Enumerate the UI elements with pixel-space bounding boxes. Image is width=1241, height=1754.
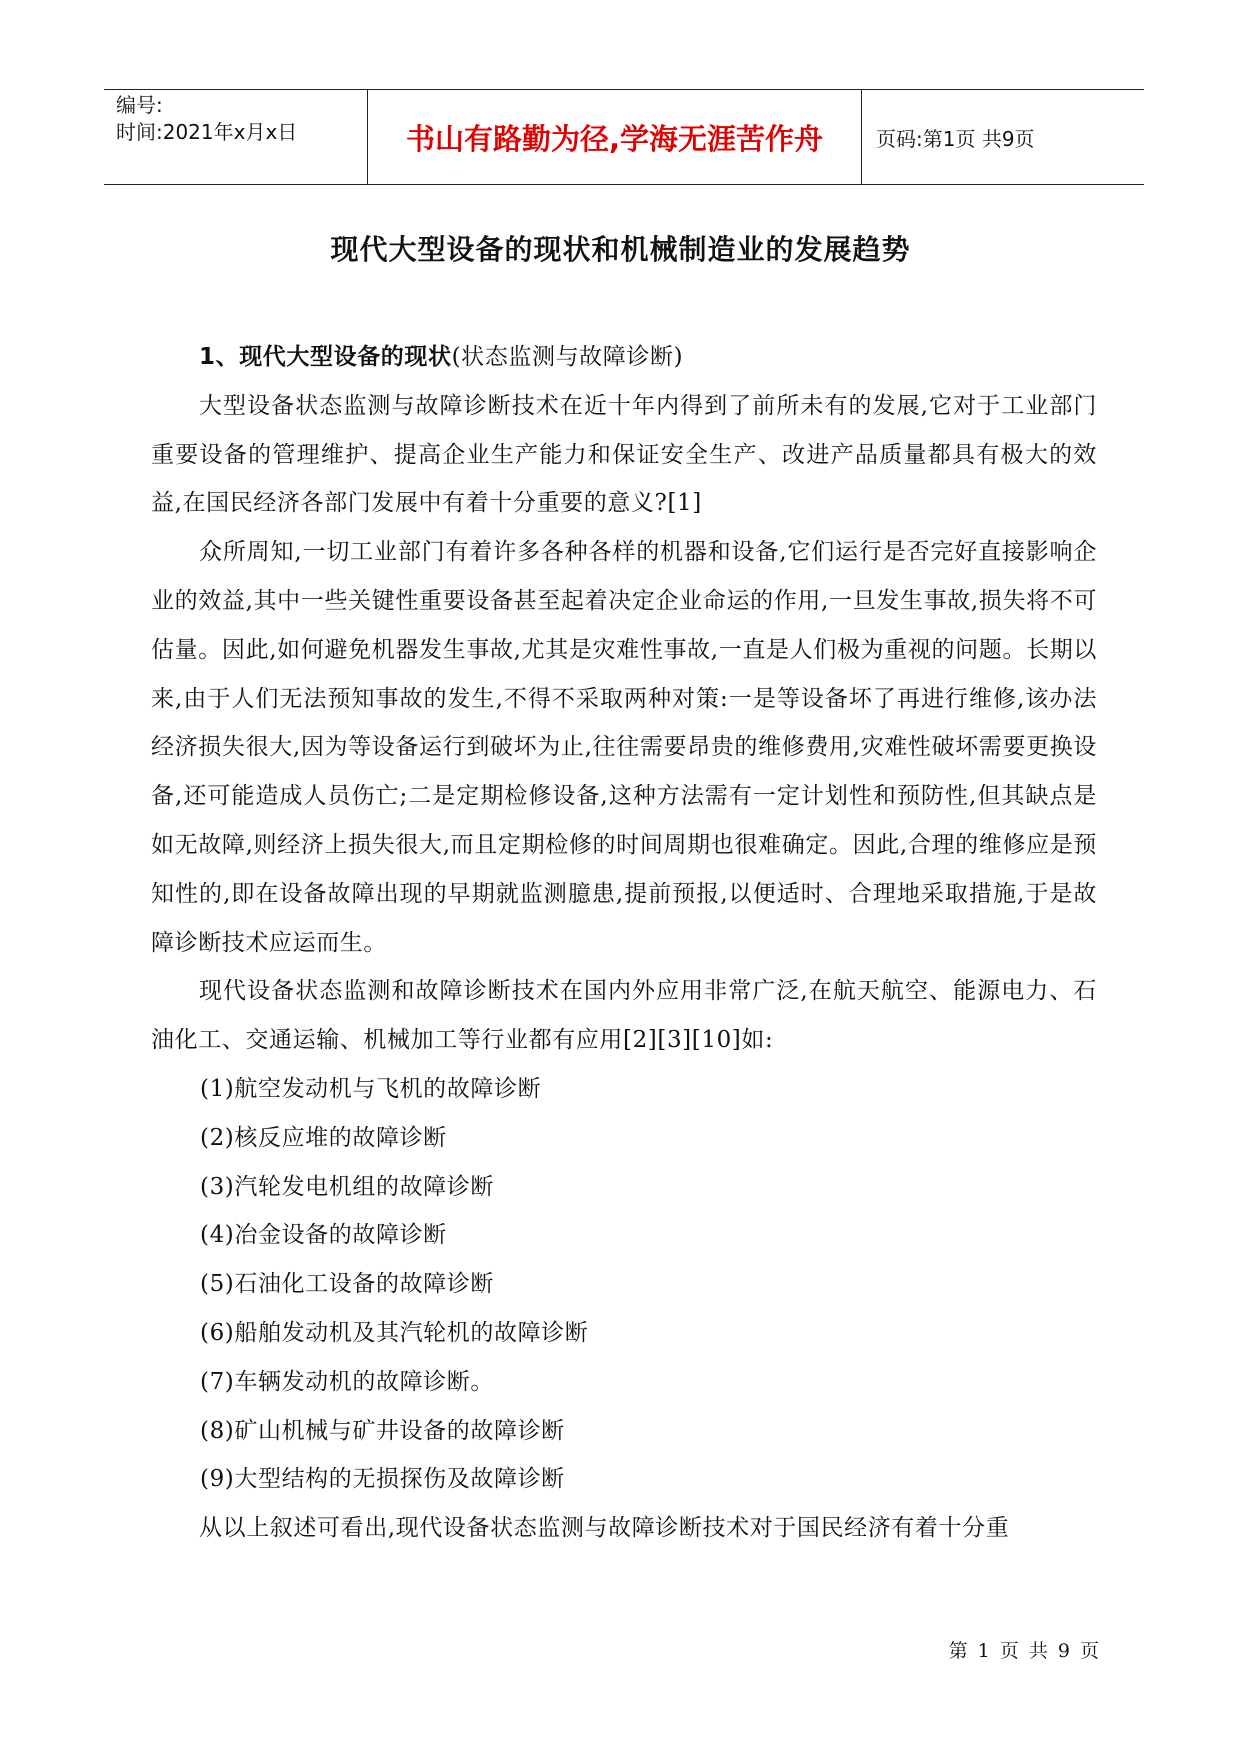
header-table bbox=[104, 89, 1144, 185]
header-meta-cell bbox=[104, 90, 368, 184]
list-item: (5)石油化工设备的故障诊断 bbox=[200, 1271, 494, 1298]
list-item: (7)车辆发动机的故障诊断。 bbox=[200, 1368, 494, 1395]
section-heading-paren: (状态监测与故障诊断) bbox=[451, 344, 684, 370]
list-item: (9)大型结构的无损探伤及故障诊断 bbox=[200, 1466, 565, 1493]
paragraph: 大型设备状态监测与故障诊断技术在近十年内得到了前所未有的发展,它对于工业部门重要设备的管理维护、提高企业生产能力和保证安全生产、改进产品质量都具有极大的效益,在国民经济各部门发展中有着十分重要的意义?[1] bbox=[151, 392, 1097, 517]
footer-page-number: 第 1 页 共 9 页 bbox=[948, 1640, 1101, 1662]
list-item: (4)冶金设备的故障诊断 bbox=[200, 1222, 447, 1249]
list-item: (8)矿山机械与矿井设备的故障诊断 bbox=[200, 1417, 565, 1444]
list-item: (2)核反应堆的故障诊断 bbox=[200, 1124, 447, 1151]
closing-paragraph: 从以上叙述可看出,现代设备状态监测与故障诊断技术对于国民经济有着十分重 bbox=[199, 1515, 1010, 1542]
list-item: (3)汽轮发电机组的故障诊断 bbox=[200, 1173, 494, 1200]
motto-cell bbox=[368, 90, 862, 184]
number-label: 编号: bbox=[116, 93, 163, 117]
motto-text: 书山有路勤为径,学海无涯苦作舟 bbox=[405, 121, 824, 156]
page-label: 页码:第1页 共9页 bbox=[876, 126, 1035, 151]
paragraph: 现代设备状态监测和故障诊断技术在国内外应用非常广泛,在航天航空、能源电力、石油化工、交通运输、机械加工等行业都有应用[2][3][10]如: bbox=[151, 978, 1097, 1054]
list-item: (6)船舶发动机及其汽轮机的故障诊断 bbox=[200, 1319, 589, 1346]
paragraph: 众所周知,一切工业部门有着许多各种各样的机器和设备,它们运行是否完好直接影响企业的效益,其中一些关键性重要设备甚至起着决定企业命运的作用,一旦发生事故,损失将不可估量。因此,如何避免机器发生事故,尤其是灾难性事故,一直是人们极为重视的问题。长期以来,由于人们无法预知事故的发生,不得不采取两种对策:一是等设备坏了再进行维修,该办法经济损失很大,因为等设备运行到破坏为止,往往需要昂贵的维修费用,灾难性破坏需要更换设备,还可能造成人员伤亡;二是定期检修设备,这种方法需有一定计划性和预防性,但其缺点是如无故障,则经济上损失很大,而且定期检修的时间周期也很难确定。因此,合理的维修应是预知性的,即在设备故障出现的早期就监测臆患,提前预报,以便适时、合理地采取措施,于是故障诊断技术应运而生。 bbox=[151, 539, 1097, 956]
time-label: 时间:2021年x月x日 bbox=[116, 120, 298, 144]
document-body bbox=[151, 333, 1097, 1553]
document-title: 现代大型设备的现状和机械制造业的发展趋势 bbox=[330, 233, 911, 266]
page-label-cell bbox=[862, 90, 1144, 184]
list-item: (1)航空发动机与飞机的故障诊断 bbox=[200, 1075, 542, 1102]
section-heading-bold: 1、现代大型设备的现状 bbox=[199, 344, 452, 370]
section-heading bbox=[151, 333, 1097, 382]
